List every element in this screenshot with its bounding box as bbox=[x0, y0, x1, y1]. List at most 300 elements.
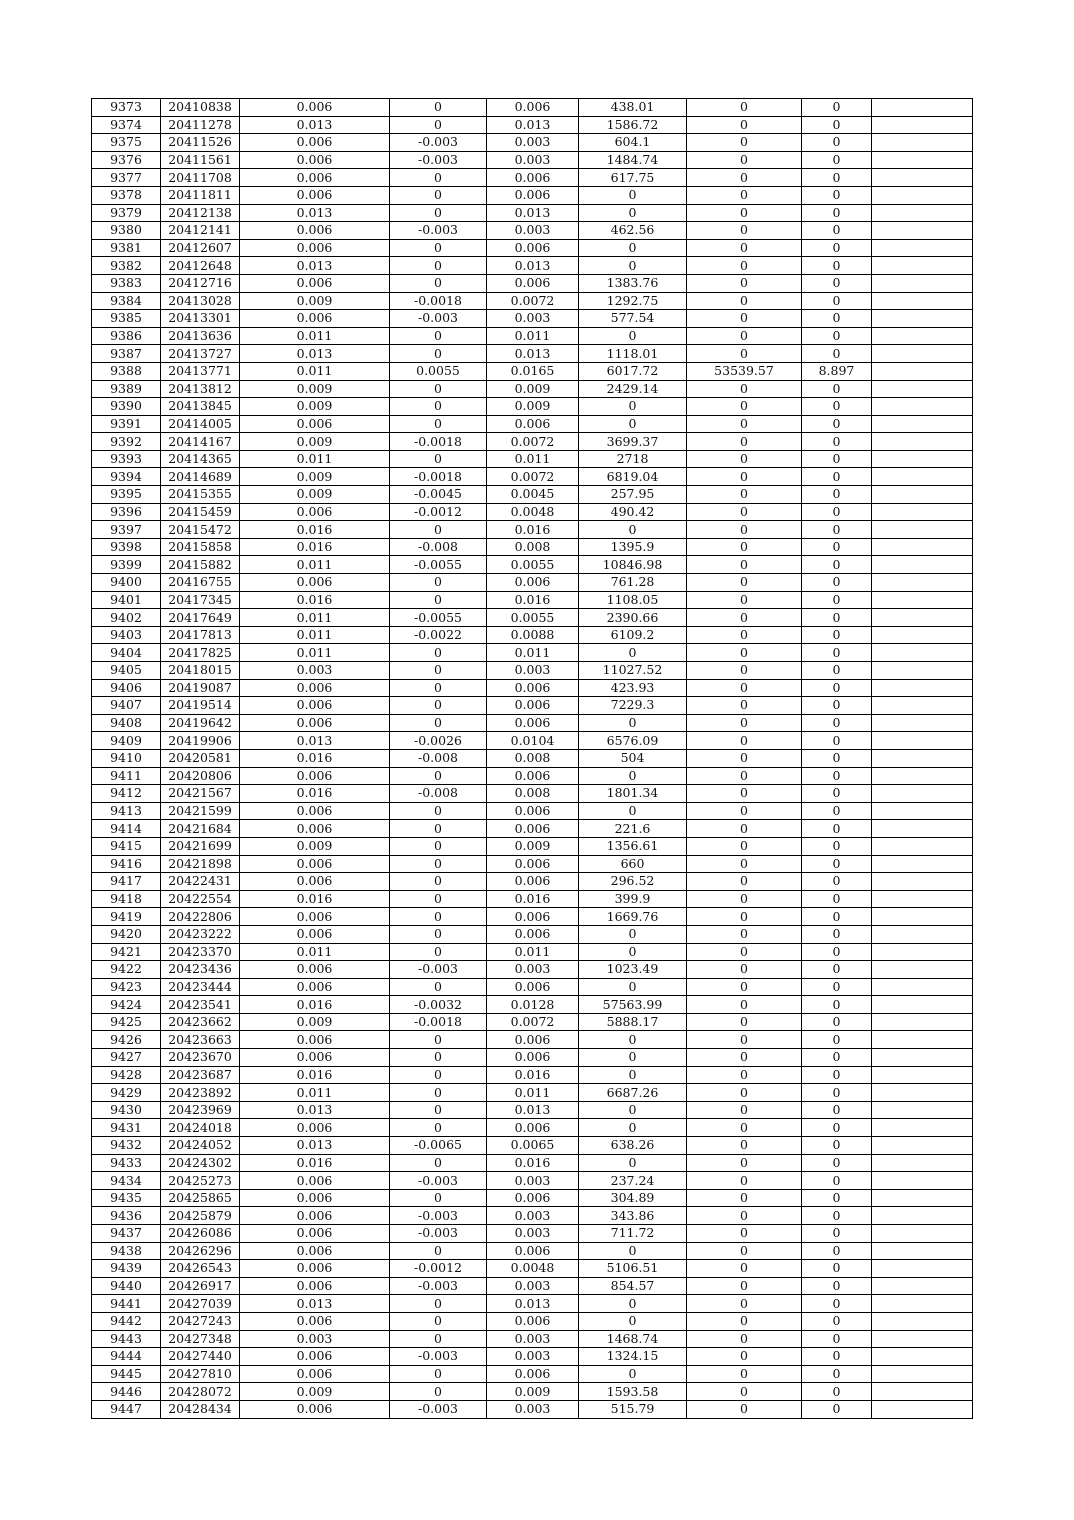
amount-cell: 343.86 bbox=[579, 1207, 687, 1225]
value-e-cell: 0 bbox=[802, 204, 872, 222]
value-c-cell: 0.006 bbox=[487, 1312, 579, 1330]
empty-cell bbox=[872, 996, 973, 1014]
code-cell: 20423370 bbox=[161, 943, 240, 961]
value-e-cell: 0 bbox=[802, 1260, 872, 1278]
amount-cell: 0 bbox=[579, 767, 687, 785]
value-b-cell: 0 bbox=[390, 1066, 487, 1084]
value-d-cell: 53539.57 bbox=[687, 362, 802, 380]
empty-cell bbox=[872, 714, 973, 732]
value-b-cell: 0 bbox=[390, 978, 487, 996]
value-b-cell: -0.003 bbox=[390, 222, 487, 240]
code-cell: 20414167 bbox=[161, 433, 240, 451]
value-e-cell: 0 bbox=[802, 415, 872, 433]
amount-cell: 0 bbox=[579, 1242, 687, 1260]
row-number-cell: 9402 bbox=[92, 609, 161, 627]
table-row bbox=[92, 767, 973, 785]
value-d-cell: 0 bbox=[687, 1365, 802, 1383]
amount-cell: 0 bbox=[579, 644, 687, 662]
value-d-cell: 0 bbox=[687, 1119, 802, 1137]
code-cell: 20415858 bbox=[161, 538, 240, 556]
table-row bbox=[92, 521, 973, 539]
amount-cell: 0 bbox=[579, 257, 687, 275]
row-number-cell: 9397 bbox=[92, 521, 161, 539]
value-b-cell: -0.003 bbox=[390, 1277, 487, 1295]
value-e-cell: 0 bbox=[802, 503, 872, 521]
value-d-cell: 0 bbox=[687, 450, 802, 468]
value-c-cell: 0.0072 bbox=[487, 468, 579, 486]
table-row bbox=[92, 1172, 973, 1190]
row-number-cell: 9418 bbox=[92, 890, 161, 908]
value-e-cell: 0 bbox=[802, 1049, 872, 1067]
value-b-cell: 0 bbox=[390, 398, 487, 416]
amount-cell: 617.75 bbox=[579, 169, 687, 187]
value-a-cell: 0.009 bbox=[240, 433, 390, 451]
amount-cell: 1383.76 bbox=[579, 274, 687, 292]
row-number-cell: 9422 bbox=[92, 961, 161, 979]
table-row bbox=[92, 662, 973, 680]
code-cell: 20412648 bbox=[161, 257, 240, 275]
row-number-cell: 9417 bbox=[92, 873, 161, 891]
value-e-cell: 0 bbox=[802, 222, 872, 240]
value-e-cell: 0 bbox=[802, 1242, 872, 1260]
table-row bbox=[92, 961, 973, 979]
value-e-cell: 0 bbox=[802, 1101, 872, 1119]
value-b-cell: -0.0022 bbox=[390, 626, 487, 644]
code-cell: 20419906 bbox=[161, 732, 240, 750]
value-b-cell: 0 bbox=[390, 714, 487, 732]
value-d-cell: 0 bbox=[687, 327, 802, 345]
value-a-cell: 0.016 bbox=[240, 538, 390, 556]
value-b-cell: -0.0018 bbox=[390, 1013, 487, 1031]
value-d-cell: 0 bbox=[687, 890, 802, 908]
value-c-cell: 0.013 bbox=[487, 1295, 579, 1313]
table-row bbox=[92, 116, 973, 134]
value-d-cell: 0 bbox=[687, 1277, 802, 1295]
code-cell: 20421599 bbox=[161, 802, 240, 820]
value-a-cell: 0.009 bbox=[240, 1383, 390, 1401]
empty-cell bbox=[872, 99, 973, 117]
row-number-cell: 9391 bbox=[92, 415, 161, 433]
value-e-cell: 0 bbox=[802, 521, 872, 539]
value-d-cell: 0 bbox=[687, 1066, 802, 1084]
table-row bbox=[92, 873, 973, 891]
code-cell: 20423222 bbox=[161, 925, 240, 943]
value-e-cell: 0 bbox=[802, 925, 872, 943]
value-a-cell: 0.006 bbox=[240, 802, 390, 820]
value-b-cell: 0 bbox=[390, 908, 487, 926]
empty-cell bbox=[872, 415, 973, 433]
value-a-cell: 0.006 bbox=[240, 1119, 390, 1137]
table-row bbox=[92, 1330, 973, 1348]
amount-cell: 1801.34 bbox=[579, 785, 687, 803]
value-b-cell: 0 bbox=[390, 820, 487, 838]
value-a-cell: 0.006 bbox=[240, 925, 390, 943]
value-d-cell: 0 bbox=[687, 767, 802, 785]
table-row bbox=[92, 292, 973, 310]
row-number-cell: 9393 bbox=[92, 450, 161, 468]
table-row bbox=[92, 186, 973, 204]
value-d-cell: 0 bbox=[687, 151, 802, 169]
value-c-cell: 0.006 bbox=[487, 978, 579, 996]
value-e-cell: 0 bbox=[802, 398, 872, 416]
value-e-cell: 0 bbox=[802, 802, 872, 820]
empty-cell bbox=[872, 433, 973, 451]
amount-cell: 2429.14 bbox=[579, 380, 687, 398]
row-number-cell: 9414 bbox=[92, 820, 161, 838]
empty-cell bbox=[872, 1277, 973, 1295]
table-row bbox=[92, 345, 973, 363]
value-c-cell: 0.003 bbox=[487, 662, 579, 680]
amount-cell: 6819.04 bbox=[579, 468, 687, 486]
value-b-cell: 0.0055 bbox=[390, 362, 487, 380]
empty-cell bbox=[872, 274, 973, 292]
value-a-cell: 0.006 bbox=[240, 186, 390, 204]
value-b-cell: -0.003 bbox=[390, 1207, 487, 1225]
value-b-cell: -0.003 bbox=[390, 310, 487, 328]
empty-cell bbox=[872, 292, 973, 310]
value-e-cell: 0 bbox=[802, 1312, 872, 1330]
table-row bbox=[92, 943, 973, 961]
row-number-cell: 9386 bbox=[92, 327, 161, 345]
value-d-cell: 0 bbox=[687, 1049, 802, 1067]
value-b-cell: 0 bbox=[390, 1312, 487, 1330]
table-row bbox=[92, 1137, 973, 1155]
empty-cell bbox=[872, 1066, 973, 1084]
value-b-cell: -0.0018 bbox=[390, 292, 487, 310]
value-e-cell: 0 bbox=[802, 785, 872, 803]
row-number-cell: 9406 bbox=[92, 679, 161, 697]
value-c-cell: 0.003 bbox=[487, 961, 579, 979]
value-c-cell: 0.0072 bbox=[487, 1013, 579, 1031]
value-b-cell: 0 bbox=[390, 943, 487, 961]
code-cell: 20421898 bbox=[161, 855, 240, 873]
table-row bbox=[92, 257, 973, 275]
table-row bbox=[92, 855, 973, 873]
empty-cell bbox=[872, 345, 973, 363]
value-c-cell: 0.006 bbox=[487, 802, 579, 820]
value-a-cell: 0.013 bbox=[240, 1101, 390, 1119]
value-c-cell: 0.013 bbox=[487, 345, 579, 363]
value-a-cell: 0.013 bbox=[240, 116, 390, 134]
value-a-cell: 0.016 bbox=[240, 591, 390, 609]
value-a-cell: 0.009 bbox=[240, 292, 390, 310]
table-row bbox=[92, 1049, 973, 1067]
value-d-cell: 0 bbox=[687, 662, 802, 680]
code-cell: 20412138 bbox=[161, 204, 240, 222]
table-row bbox=[92, 1277, 973, 1295]
amount-cell: 0 bbox=[579, 1049, 687, 1067]
amount-cell: 0 bbox=[579, 521, 687, 539]
empty-cell bbox=[872, 521, 973, 539]
value-b-cell: 0 bbox=[390, 662, 487, 680]
value-a-cell: 0.006 bbox=[240, 679, 390, 697]
value-b-cell: 0 bbox=[390, 99, 487, 117]
row-number-cell: 9412 bbox=[92, 785, 161, 803]
row-number-cell: 9445 bbox=[92, 1365, 161, 1383]
value-b-cell: 0 bbox=[390, 1383, 487, 1401]
value-d-cell: 0 bbox=[687, 1400, 802, 1418]
value-c-cell: 0.003 bbox=[487, 134, 579, 152]
value-b-cell: 0 bbox=[390, 204, 487, 222]
table-row bbox=[92, 1084, 973, 1102]
value-d-cell: 0 bbox=[687, 1383, 802, 1401]
value-c-cell: 0.011 bbox=[487, 1084, 579, 1102]
value-d-cell: 0 bbox=[687, 274, 802, 292]
value-a-cell: 0.016 bbox=[240, 890, 390, 908]
value-b-cell: 0 bbox=[390, 1119, 487, 1137]
row-number-cell: 9388 bbox=[92, 362, 161, 380]
value-e-cell: 0 bbox=[802, 890, 872, 908]
empty-cell bbox=[872, 1049, 973, 1067]
value-b-cell: 0 bbox=[390, 116, 487, 134]
value-b-cell: -0.0018 bbox=[390, 433, 487, 451]
value-d-cell: 0 bbox=[687, 116, 802, 134]
value-d-cell: 0 bbox=[687, 697, 802, 715]
amount-cell: 6687.26 bbox=[579, 1084, 687, 1102]
empty-cell bbox=[872, 1207, 973, 1225]
row-number-cell: 9416 bbox=[92, 855, 161, 873]
table-row bbox=[92, 380, 973, 398]
value-c-cell: 0.006 bbox=[487, 1189, 579, 1207]
value-e-cell: 0 bbox=[802, 855, 872, 873]
value-d-cell: 0 bbox=[687, 433, 802, 451]
value-b-cell: -0.003 bbox=[390, 961, 487, 979]
amount-cell: 257.95 bbox=[579, 486, 687, 504]
value-d-cell: 0 bbox=[687, 1348, 802, 1366]
code-cell: 20427039 bbox=[161, 1295, 240, 1313]
value-a-cell: 0.006 bbox=[240, 1400, 390, 1418]
value-a-cell: 0.016 bbox=[240, 996, 390, 1014]
value-b-cell: 0 bbox=[390, 574, 487, 592]
value-b-cell: -0.003 bbox=[390, 1172, 487, 1190]
code-cell: 20426543 bbox=[161, 1260, 240, 1278]
row-number-cell: 9396 bbox=[92, 503, 161, 521]
amount-cell: 1484.74 bbox=[579, 151, 687, 169]
value-c-cell: 0.0072 bbox=[487, 433, 579, 451]
value-a-cell: 0.006 bbox=[240, 503, 390, 521]
table-row bbox=[92, 1031, 973, 1049]
code-cell: 20423670 bbox=[161, 1049, 240, 1067]
value-a-cell: 0.006 bbox=[240, 1348, 390, 1366]
value-a-cell: 0.006 bbox=[240, 1207, 390, 1225]
row-number-cell: 9446 bbox=[92, 1383, 161, 1401]
value-e-cell: 0 bbox=[802, 1137, 872, 1155]
value-e-cell: 0 bbox=[802, 116, 872, 134]
value-d-cell: 0 bbox=[687, 556, 802, 574]
value-b-cell: -0.008 bbox=[390, 538, 487, 556]
value-a-cell: 0.013 bbox=[240, 345, 390, 363]
amount-cell: 515.79 bbox=[579, 1400, 687, 1418]
value-a-cell: 0.006 bbox=[240, 1049, 390, 1067]
code-cell: 20423892 bbox=[161, 1084, 240, 1102]
value-c-cell: 0.006 bbox=[487, 855, 579, 873]
row-number-cell: 9383 bbox=[92, 274, 161, 292]
value-b-cell: -0.008 bbox=[390, 785, 487, 803]
value-d-cell: 0 bbox=[687, 943, 802, 961]
value-e-cell: 0 bbox=[802, 662, 872, 680]
value-a-cell: 0.006 bbox=[240, 908, 390, 926]
value-e-cell: 0 bbox=[802, 1295, 872, 1313]
code-cell: 20417813 bbox=[161, 626, 240, 644]
value-d-cell: 0 bbox=[687, 134, 802, 152]
value-c-cell: 0.011 bbox=[487, 644, 579, 662]
row-number-cell: 9394 bbox=[92, 468, 161, 486]
code-cell: 20412607 bbox=[161, 239, 240, 257]
amount-cell: 1669.76 bbox=[579, 908, 687, 926]
value-b-cell: -0.0012 bbox=[390, 503, 487, 521]
value-c-cell: 0.016 bbox=[487, 591, 579, 609]
amount-cell: 6017.72 bbox=[579, 362, 687, 380]
value-c-cell: 0.016 bbox=[487, 1154, 579, 1172]
code-cell: 20423687 bbox=[161, 1066, 240, 1084]
value-a-cell: 0.006 bbox=[240, 239, 390, 257]
code-cell: 20415459 bbox=[161, 503, 240, 521]
value-d-cell: 0 bbox=[687, 99, 802, 117]
value-e-cell: 0 bbox=[802, 1400, 872, 1418]
row-number-cell: 9384 bbox=[92, 292, 161, 310]
value-c-cell: 0.003 bbox=[487, 1172, 579, 1190]
value-e-cell: 0 bbox=[802, 679, 872, 697]
code-cell: 20411561 bbox=[161, 151, 240, 169]
value-b-cell: 0 bbox=[390, 521, 487, 539]
value-b-cell: 0 bbox=[390, 767, 487, 785]
value-e-cell: 0 bbox=[802, 1084, 872, 1102]
amount-cell: 221.6 bbox=[579, 820, 687, 838]
code-cell: 20414365 bbox=[161, 450, 240, 468]
value-b-cell: 0 bbox=[390, 1189, 487, 1207]
table-row bbox=[92, 1225, 973, 1243]
table-row bbox=[92, 1013, 973, 1031]
value-b-cell: 0 bbox=[390, 415, 487, 433]
table-row bbox=[92, 837, 973, 855]
code-cell: 20426296 bbox=[161, 1242, 240, 1260]
value-d-cell: 0 bbox=[687, 468, 802, 486]
value-a-cell: 0.009 bbox=[240, 486, 390, 504]
value-d-cell: 0 bbox=[687, 415, 802, 433]
value-d-cell: 0 bbox=[687, 996, 802, 1014]
amount-cell: 1324.15 bbox=[579, 1348, 687, 1366]
value-e-cell: 0 bbox=[802, 591, 872, 609]
code-cell: 20411811 bbox=[161, 186, 240, 204]
row-number-cell: 9411 bbox=[92, 767, 161, 785]
table-row bbox=[92, 362, 973, 380]
table-row bbox=[92, 486, 973, 504]
value-e-cell: 0 bbox=[802, 732, 872, 750]
row-number-cell: 9398 bbox=[92, 538, 161, 556]
value-e-cell: 0 bbox=[802, 1225, 872, 1243]
code-cell: 20421684 bbox=[161, 820, 240, 838]
empty-cell bbox=[872, 257, 973, 275]
empty-cell bbox=[872, 239, 973, 257]
value-d-cell: 0 bbox=[687, 1225, 802, 1243]
amount-cell: 504 bbox=[579, 749, 687, 767]
value-d-cell: 0 bbox=[687, 239, 802, 257]
row-number-cell: 9428 bbox=[92, 1066, 161, 1084]
value-b-cell: 0 bbox=[390, 1049, 487, 1067]
amount-cell: 3699.37 bbox=[579, 433, 687, 451]
value-c-cell: 0.013 bbox=[487, 1101, 579, 1119]
value-c-cell: 0.008 bbox=[487, 785, 579, 803]
value-d-cell: 0 bbox=[687, 1260, 802, 1278]
value-c-cell: 0.006 bbox=[487, 925, 579, 943]
value-c-cell: 0.0045 bbox=[487, 486, 579, 504]
value-c-cell: 0.0055 bbox=[487, 556, 579, 574]
value-d-cell: 0 bbox=[687, 169, 802, 187]
value-c-cell: 0.003 bbox=[487, 1348, 579, 1366]
value-c-cell: 0.006 bbox=[487, 679, 579, 697]
value-b-cell: 0 bbox=[390, 837, 487, 855]
amount-cell: 1468.74 bbox=[579, 1330, 687, 1348]
value-c-cell: 0.0088 bbox=[487, 626, 579, 644]
value-a-cell: 0.003 bbox=[240, 662, 390, 680]
row-number-cell: 9382 bbox=[92, 257, 161, 275]
empty-cell bbox=[872, 873, 973, 891]
value-b-cell: 0 bbox=[390, 169, 487, 187]
value-d-cell: 0 bbox=[687, 521, 802, 539]
table-row bbox=[92, 890, 973, 908]
value-c-cell: 0.009 bbox=[487, 1383, 579, 1401]
row-number-cell: 9403 bbox=[92, 626, 161, 644]
value-b-cell: 0 bbox=[390, 1365, 487, 1383]
value-b-cell: -0.003 bbox=[390, 1225, 487, 1243]
amount-cell: 57563.99 bbox=[579, 996, 687, 1014]
value-a-cell: 0.006 bbox=[240, 873, 390, 891]
table-row bbox=[92, 1383, 973, 1401]
table-row bbox=[92, 1295, 973, 1313]
value-d-cell: 0 bbox=[687, 398, 802, 416]
data-table bbox=[91, 98, 973, 1419]
value-b-cell: -0.008 bbox=[390, 749, 487, 767]
table-row bbox=[92, 908, 973, 926]
empty-cell bbox=[872, 116, 973, 134]
code-cell: 20422806 bbox=[161, 908, 240, 926]
row-number-cell: 9390 bbox=[92, 398, 161, 416]
amount-cell: 711.72 bbox=[579, 1225, 687, 1243]
empty-cell bbox=[872, 1137, 973, 1155]
value-a-cell: 0.006 bbox=[240, 1260, 390, 1278]
value-c-cell: 0.006 bbox=[487, 1365, 579, 1383]
value-e-cell: 0 bbox=[802, 433, 872, 451]
code-cell: 20411526 bbox=[161, 134, 240, 152]
value-a-cell: 0.013 bbox=[240, 1295, 390, 1313]
value-e-cell: 0 bbox=[802, 873, 872, 891]
row-number-cell: 9385 bbox=[92, 310, 161, 328]
amount-cell: 462.56 bbox=[579, 222, 687, 240]
value-e-cell: 0 bbox=[802, 626, 872, 644]
value-b-cell: 0 bbox=[390, 345, 487, 363]
row-number-cell: 9373 bbox=[92, 99, 161, 117]
value-e-cell: 0 bbox=[802, 1365, 872, 1383]
value-c-cell: 0.011 bbox=[487, 327, 579, 345]
value-c-cell: 0.013 bbox=[487, 204, 579, 222]
empty-cell bbox=[872, 961, 973, 979]
value-a-cell: 0.011 bbox=[240, 556, 390, 574]
value-b-cell: -0.0018 bbox=[390, 468, 487, 486]
code-cell: 20415355 bbox=[161, 486, 240, 504]
code-cell: 20418015 bbox=[161, 662, 240, 680]
row-number-cell: 9409 bbox=[92, 732, 161, 750]
value-b-cell: 0 bbox=[390, 697, 487, 715]
value-a-cell: 0.003 bbox=[240, 1330, 390, 1348]
table-row bbox=[92, 222, 973, 240]
value-a-cell: 0.006 bbox=[240, 855, 390, 873]
code-cell: 20421699 bbox=[161, 837, 240, 855]
amount-cell: 5888.17 bbox=[579, 1013, 687, 1031]
amount-cell: 0 bbox=[579, 943, 687, 961]
value-d-cell: 0 bbox=[687, 802, 802, 820]
row-number-cell: 9438 bbox=[92, 1242, 161, 1260]
empty-cell bbox=[872, 908, 973, 926]
